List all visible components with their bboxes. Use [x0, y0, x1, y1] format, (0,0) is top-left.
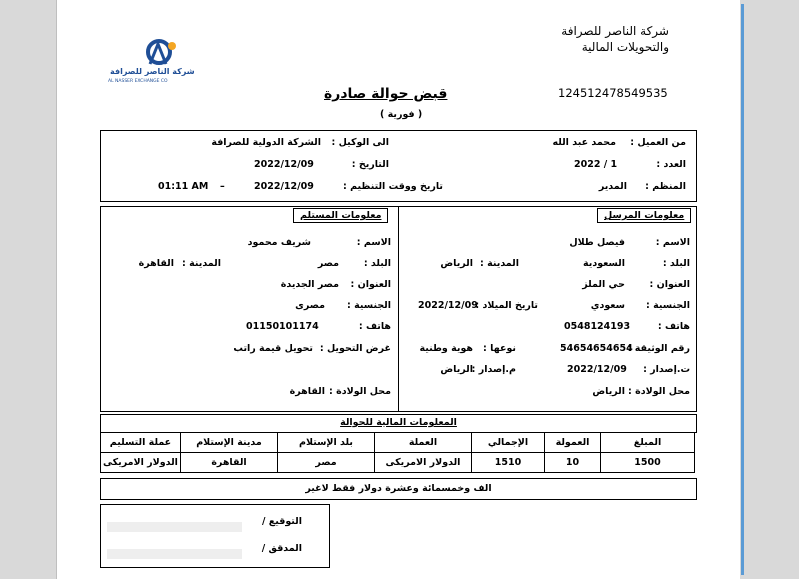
- sender-country-value: السعودية: [582, 258, 625, 269]
- table-header-cell: بلد الإستلام: [278, 433, 375, 453]
- receiver-birthplace-value: القاهرة: [289, 386, 325, 397]
- receiver-phone-value: 01150101174: [246, 321, 319, 332]
- logo-mark-icon: [106, 38, 202, 93]
- table-header-cell: المبلغ: [601, 433, 695, 453]
- sender-phone-value: 0548124193: [564, 321, 631, 332]
- sender-doc-type-label: نوعها :: [483, 343, 516, 354]
- receipt-subtitle: ( فورية ): [380, 109, 423, 120]
- date-value: 2022/12/09: [254, 159, 314, 170]
- sender-name-value: فيصل طلال: [569, 237, 625, 248]
- receiver-section-title: معلومات المستلم: [293, 208, 388, 223]
- table-header-cell: مدينة الإستلام: [181, 433, 278, 453]
- receiver-name-label: الاسم :: [356, 237, 391, 248]
- sender-section-title: معلومات المرسل: [597, 208, 691, 223]
- table-header-cell: العملة: [375, 433, 472, 453]
- receiver-birthplace-label: محل الولادة :: [329, 386, 391, 397]
- org-date-value: 2022/12/09: [254, 181, 314, 192]
- logo-arabic-text: شركة الناصر للصرافة: [110, 67, 195, 76]
- sender-country-label: البلد :: [662, 258, 690, 269]
- auditor-label: المدقق /: [261, 543, 302, 554]
- scroll-area[interactable]: [741, 0, 799, 579]
- receiver-purpose-label: غرض التحويل :: [319, 343, 391, 354]
- receipt-title: قبض حوالة صادرة: [324, 86, 448, 102]
- receiver-purpose-value: تحويل قيمة راتب: [233, 343, 313, 354]
- sender-phone-label: هاتف :: [657, 321, 690, 332]
- sender-city-label: المدينة :: [480, 258, 519, 269]
- receiver-country-value: مصر: [317, 258, 339, 269]
- sender-birth-label: تاريخ الميلاد :: [475, 300, 538, 311]
- financial-section-title: المعلومات المالية للحوالة: [340, 417, 457, 428]
- scrollbar-thumb[interactable]: [741, 4, 744, 575]
- table-cell-commission: 10: [545, 453, 601, 473]
- signature-line[interactable]: [107, 516, 242, 535]
- company-name-line1: شركة الناصر للصرافة: [561, 24, 669, 38]
- table-header-row: [101, 433, 695, 453]
- table-header-cell: عملة التسليم: [101, 433, 181, 453]
- amount-words: الف وخمسمائة وعشرة دولار فقط لاغير: [305, 483, 492, 494]
- receiver-city-label: المدينة :: [182, 258, 221, 269]
- sender-issue-place-label: م.إصدار :: [471, 364, 516, 375]
- sender-issue-date-label: ت.إصدار :: [643, 364, 690, 375]
- sender-doc-no-label: رقم الوثيقة :: [627, 343, 690, 354]
- sender-doc-no-value: 54654654654: [560, 343, 633, 354]
- auditor-line[interactable]: [107, 543, 242, 562]
- sender-birthplace-value: الرياض: [592, 386, 625, 397]
- table-cell-total: 1510: [472, 453, 545, 473]
- receiver-address-label: العنوان :: [350, 279, 391, 290]
- receiver-country-label: البلد :: [363, 258, 391, 269]
- number-label: العدد :: [656, 159, 686, 170]
- org-datetime-label: تاريخ ووقت التنظيم :: [343, 181, 443, 192]
- table-header-cell: الإجمالي: [472, 433, 545, 453]
- date-label: التاريخ :: [351, 159, 389, 170]
- sender-nationality-value: سعودي: [590, 300, 625, 311]
- table-cell-receive-country: مصر: [278, 453, 375, 473]
- receiver-address-value: مصر الجديدة: [280, 279, 339, 290]
- organizer-value: المدير: [598, 181, 627, 192]
- table-row: [101, 453, 695, 473]
- table-cell-receive-city: القاهرة: [181, 453, 278, 473]
- company-logo: [106, 38, 202, 93]
- receiver-nationality-value: مصرى: [295, 300, 325, 311]
- agent-value: الشركة الدولية للصرافة: [211, 137, 321, 148]
- sender-issue-date-value: 2022/12/09: [567, 364, 627, 375]
- logo-english-text: AL NASSER EXCHANGE CO: [108, 79, 168, 84]
- receiver-name-value: شريف محمود: [247, 237, 311, 248]
- org-time-value: 01:11 AM: [158, 181, 209, 192]
- sender-nationality-label: الجنسية :: [646, 300, 690, 311]
- signature-label: التوقيع /: [261, 516, 302, 527]
- sender-address-value: حي الملز: [582, 279, 625, 290]
- company-name-line2: والتحويلات المالية: [581, 40, 669, 54]
- company-name: [561, 24, 669, 54]
- sender-name-label: الاسم :: [655, 237, 690, 248]
- receiver-phone-label: هاتف :: [358, 321, 391, 332]
- client-value: محمد عبد الله: [552, 137, 616, 148]
- organizer-label: المنظم :: [645, 181, 686, 192]
- org-dash: –: [220, 181, 225, 192]
- table-cell-currency: الدولار الامريكى: [375, 453, 472, 473]
- sender-city-value: الرياض: [440, 258, 473, 269]
- table-header-cell: العمولة: [545, 433, 601, 453]
- agent-label: الى الوكيل :: [331, 137, 389, 148]
- sender-birth-value: 2022/12/09: [418, 300, 478, 311]
- receipt-number: 124512478549535: [558, 86, 668, 100]
- receiver-nationality-label: الجنسية :: [347, 300, 391, 311]
- sender-birthplace-label: محل الولادة :: [628, 386, 690, 397]
- sender-address-label: العنوان :: [649, 279, 690, 290]
- sender-issue-place-value: الرياض: [440, 364, 473, 375]
- receiver-city-value: القاهرة: [138, 258, 174, 269]
- sender-doc-type-value: هوية وطنية: [419, 343, 473, 354]
- number-value: 2022 / 1: [574, 159, 618, 170]
- client-label: من العميل :: [630, 137, 686, 148]
- table-cell-delivery-currency: الدولار الامريكى: [101, 453, 181, 473]
- financial-table: [100, 432, 695, 473]
- table-cell-amount: 1500: [601, 453, 695, 473]
